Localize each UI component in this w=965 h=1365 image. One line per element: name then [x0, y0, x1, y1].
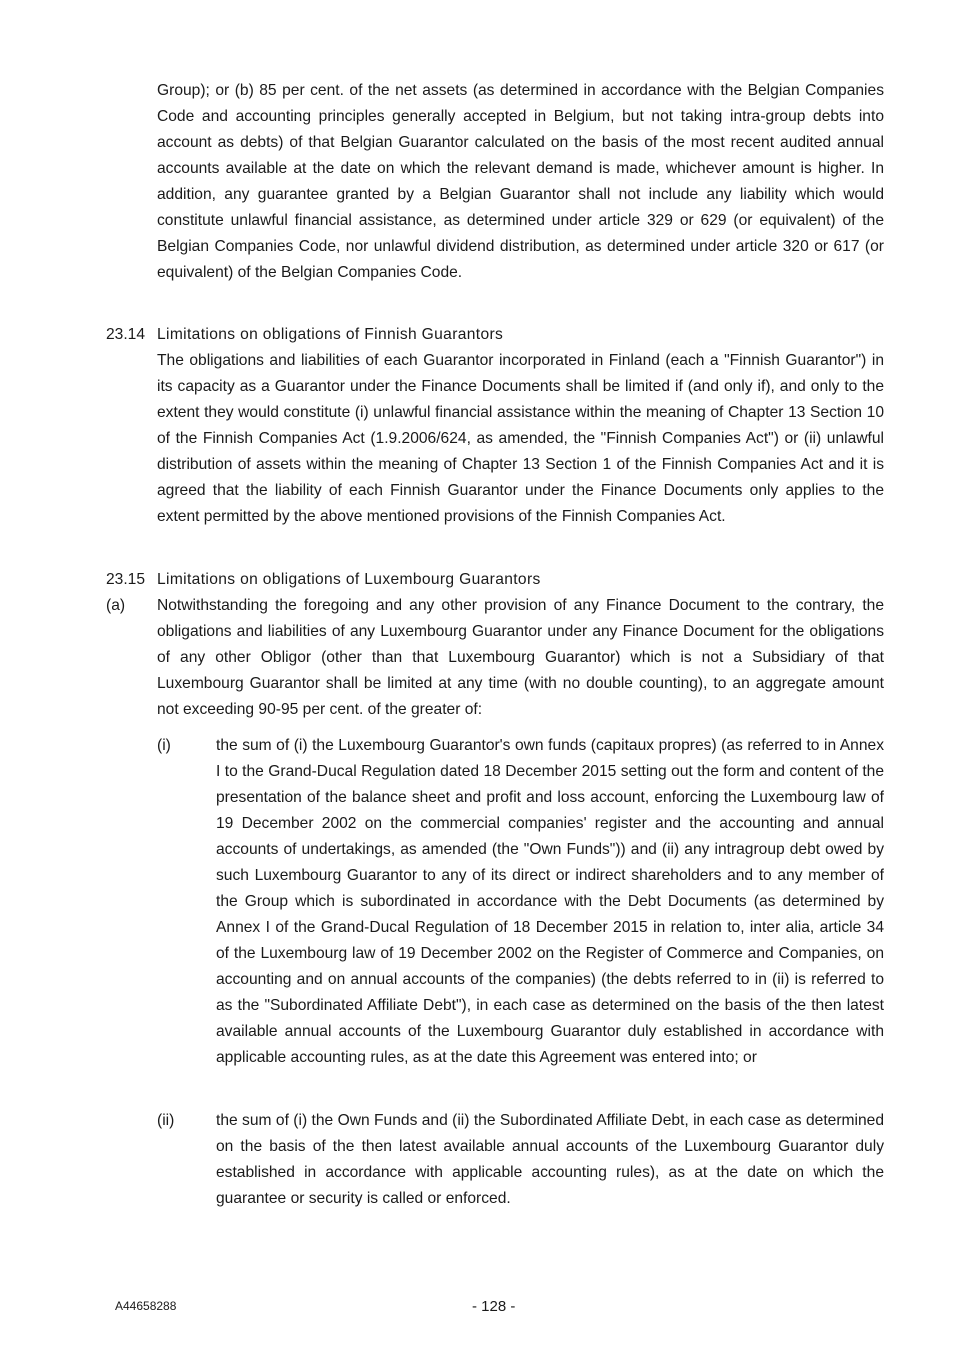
item-label-a: (a)	[106, 597, 126, 614]
subitem-label-ii: (ii)	[157, 1112, 175, 1129]
section-heading-23-15	[106, 567, 541, 593]
section-title: Limitations on obligations of Finnish Guarantors	[157, 326, 504, 343]
subitem-label-i: (i)	[157, 737, 171, 754]
subitem-text-i: the sum of (i) the Luxembourg Guarantor's own funds (capitaux propres) (as referred to in Annex I to the Grand-Ducal Regulation dated 18 December 2015 setting out the form and content of the presentation of the balance sheet and profit and loss account, enforcing the Luxembourg law of 19 December 2002 on the commercial companies' register and the accounting and annual accounts of undertakings, as amended (the "Own Funds")) and (ii) any intragroup debt owed by such Luxembourg Guarantor to any of its direct or indirect shareholders and to any member of the Group which is subordinated in accordance with the Debt Documents (as determined by Annex I of the Grand-Ducal Regulation of 18 December 2015 in relation to, inter alia, article 34 of the Luxembourg law of 19 December 2002 on the Register of Commerce and Companies, on accounting and on annual accounts of the companies) (the debts referred to in (ii) is referred to as the "Subordinated Affiliate Debt"), in each case as determined on the basis of the then latest available annual accounts of the Luxembourg Guarantor duly established in accordance with applicable accounting rules, as at the date this Agreement was entered into; or	[216, 737, 884, 1066]
section-body-23-14: The obligations and liabilities of each Guarantor incorporated in Finland (each a "Finnish Guarantor") in its capacity as a Guarantor under the Finance Documents shall be limited if (and only if), and only to the extent they would constitute (i) unlawful financial assistance within the meaning of Chapter 13 Section 10 of the Finnish Companies Act (1.9.2006/624, as amended, the "Finnish Companies Act") or (ii) unlawful distribution of assets within the meaning of Chapter 13 Section 1 of the Finnish Companies Act and it is agreed that the liability of each Finnish Guarantor under the Finance Documents only applies to the extent permitted by the above mentioned provisions of the Finnish Companies Act.	[157, 352, 884, 525]
item-text-a: Notwithstanding the foregoing and any other provision of any Finance Document to the contrary, the obligations and liabilities of any Luxembourg Guarantor under any Finance Document for the obligations of any other Obligor (other than that Luxembourg Guarantor) which is not a Subsidiary of that Luxembourg Guarantor shall be limited at any time (with no double counting), to an aggregate amount not exceeding 90-95 per cent. of the greater of:	[157, 597, 884, 718]
page-number: - 128 -	[472, 1298, 516, 1315]
section-number: 23.15	[106, 571, 146, 588]
subitem-text-ii: the sum of (i) the Own Funds and (ii) the Subordinated Affiliate Debt, in each case as determined on the basis of the then latest available annual accounts of the Luxembourg Guarantor duly established in accordance with applicable accounting rules), as at the date on which the guarantee or security is called or enforced.	[216, 1112, 884, 1207]
document-reference: A44658288	[115, 1299, 177, 1313]
section-heading-23-14	[106, 322, 503, 348]
intro-paragraph: Group); or (b) 85 per cent. of the net assets (as determined in accordance with the Belgian Companies Code and accounting principles generally accepted in Belgium, but not taking intra-group debts into account as debts) of that Belgian Guarantor calculated on the basis of the most recent audited annual accounts available at the date on which the relevant demand is made, whichever amount is higher. In addition, any guarantee granted by a Belgian Guarantor shall not include any liability which would constitute unlawful financial assistance, as determined under article 329 or 629 (or equivalent) of the Belgian Companies Code, nor unlawful dividend distribution, as determined under article 320 or 617 (or equivalent) of the Belgian Companies Code.	[157, 82, 884, 281]
section-title: Limitations on obligations of Luxembourg Guarantors	[157, 571, 541, 588]
section-number: 23.14	[106, 326, 146, 343]
